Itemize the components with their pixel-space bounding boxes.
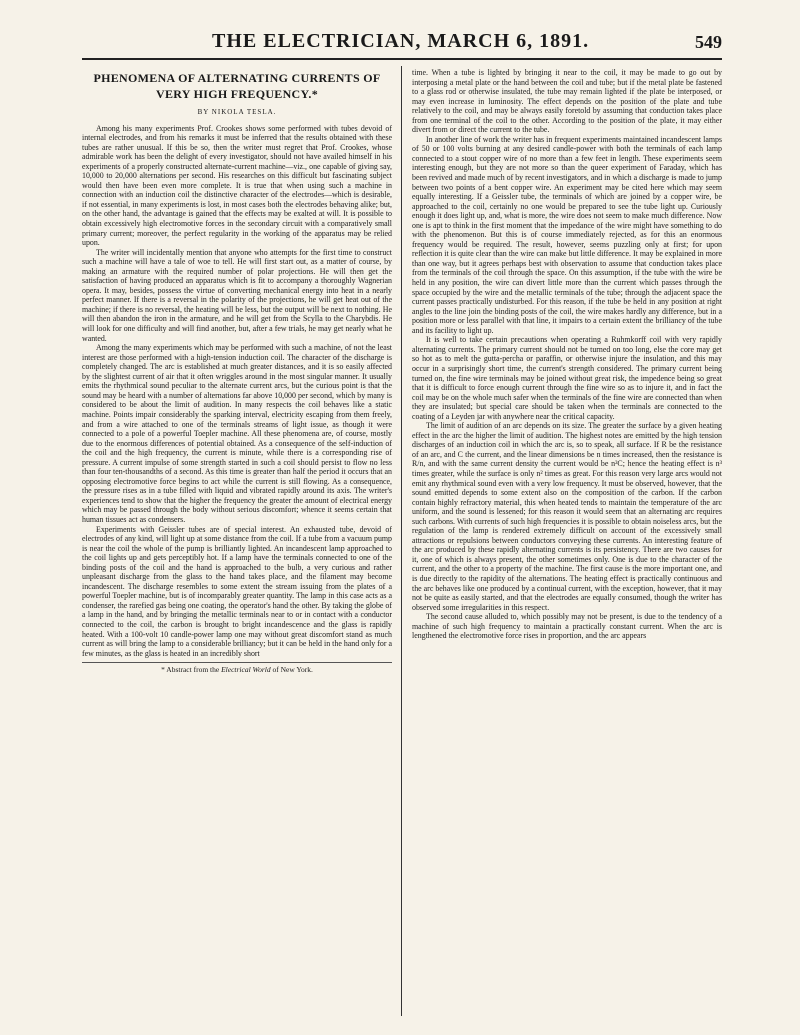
paragraph: The writer will incidentally mention that anyone who attempts for the first time to construct such a machine will have a tale of woe to tell. He will first start out, as a matter of course, by making an armature with the required number of polar projections. He will then get the satisfaction of having produced an apparatus which is fit to accompany a thoroughly Wagnerian opera. It may, besides, possess the virtue of converting mechanical energy into heat in a nearly perfect manner. If there is a reversal in the polarity of the projections, he will get heat out of the machine; if there is no reversal, the heating will be less, but the output will be next to nothing. He will then abandon the iron in the armature, and he will get from the Scylla to the Charybdis. He will look for one difficulty and will find another, but, after a few trials, he may get nearly what he wanted. — [82, 247, 392, 343]
column-divider — [401, 66, 402, 1016]
footnote — [82, 662, 392, 675]
paragraph: Experiments with Geissler tubes are of special interest. An exhausted tube, devoid of electrodes of any kind, will light up at some distance from the coil. If a tube from a vacuum pump is near the coil the whole of the pump is brilliantly lighted. An incandescent lamp approached to the coil lights up and gets perceptibly hot. If a lamp have the terminals connected to one of the binding posts of the coil and the hand is approached to the bulb, a very curious and rather unpleasant discharge from the glass to the hand takes place, and the filament may become incandescent. The discharge resembles to some extent the stream issuing from the plates of a powerful Toepler machine, but is of incomparably greater quantity. The lamp in this case acts as a condenser, the rarefied gas being one coating, the operator's hand the other. By taking the globe of a lamp in the hand, and by bringing the metallic terminals near to or in contact with a conductor connected to the coil, the carbon is brought to bright incandescence and the glass is rapidly heated. With a 100-volt 10 candle-power lamp one may without great discomfort stand as much current as will bring the lamp to a considerable brilliancy; but it can be held in the hand only for a few minutes, as the glass is heated in an incredibly short — [82, 524, 392, 658]
article-headline: PHENOMENA OF ALTERNATING CURRENTS OF VERY HIGH FREQUENCY.* — [93, 71, 381, 101]
paragraph: time. When a tube is lighted by bringing it near to the coil, it may be made to go out by interposing a metal plate or the hand between the coil and tube; but if the metal plate be fastened to a glass rod or otherwise insulated, the tube may remain lighted if the plate be interposed, or may even increase in luminosity. The effect depends on the position of the plate and tube relatively to the coil, and may be always easily foretold by assuming that conduction takes place from one terminal of the coil to the other. According to the position of the plate, it may either divert from or direct the current to the tube. — [412, 68, 722, 135]
article-byline: BY NIKOLA TESLA. — [197, 108, 277, 116]
paragraph: It is well to take certain precautions when operating a Ruhmkorff coil with very rapidly alternating currents. The primary current should not be turned on too long, else the core may get so hot as to melt the gutta-percha or paraffin, or otherwise injure the insulation, and this may occur in a surprisingly short time, the current's strength considered. The primary current being turned on, the fine wire terminals may be joined without great risk, the impedence being so great that it is difficult to force enough current through the fine wire so as to injure it, and in fact the coil may be on the whole much safer when the terminals of the fine wire are connected than when they are insulated; but special care should be taken when the terminals are connected to the coating of a Leyden jar with anywhere near the critical capacity. — [412, 335, 722, 421]
paragraph: Among the many experiments which may be performed with such a machine, of not the least interest are those performed with a high-tension induction coil. The character of the discharge is completely changed. The arc is established at much greater distances, and it is so easily affected by the slightest current of air that it often wriggles around in the most singular manner. It usually emits the rhythmical sound peculiar to the alternate current arcs, but the curious point is that the sound may be heard with a number of alternations far above 10,000 per second, which by many is considered to be about the limit of audition. In many respects the coil behaves like a static machine. Points impair considerably the sparking interval, electricity escaping from them freely, and from a wire attached to one of the terminals streams of light issue, as though it were connected to a pole of a powerful Toepler machine. All these phenomena are, of course, mostly due to the enormous differences of potential obtained. As a consequence of the self-induction of the coil and the high frequency, the current is minute, while there is a corresponding rise of pressure. A current impulse of some strength started in such a coil should persist to flow no less than four ten-thousandths of a second. As this time is greater than half the period it occurs that an opposing electromotive force begins to act while the current is still flowing. As a consequence, the pressure rises as in a tube filled with liquid and vibrated rapidly around its axis. The writer's experiences tend to show that the higher the frequency the greater the amount of electrical energy which may be passed through the body without serious discomfort; whence it seems certain that human tissues act as condensers. — [82, 343, 392, 524]
footnote-source: Electrical World — [221, 665, 271, 675]
newspaper-page — [82, 28, 722, 1018]
publication-title: THE ELECTRICIAN, MARCH 6, 1891. — [212, 30, 590, 52]
right-column — [412, 68, 722, 641]
paragraph: Among his many experiments Prof. Crookes shows some performed with tubes devoid of internal electrodes, and from his remarks it must be inferred that the results obtained with these tubes are rather unusual. If this be so, then the writer must regret that Prof. Crookes, whose admirable work has been the delight of every investigator, should not have availed himself in his experiments of a properly constructed alternate-current machine—viz., one capable of giving say, 10,000 to 20,000 alternations per second. His researches on this difficult but fascinating subject would then have been even more complete. It is true that when using such a machine in connection with an induction coil the distinctive character of the electrodes—which is desirable, if not essential, in many experiments is lost, in most cases both the electrodes behaving alike; but, on the other hand, the advantage is gained that the effects may be exalted at will. It is possible to obtain excessively high electromotive forces in the secondary circuit with a comparatively small primary current; moreover, the perfect regularity in the working of the apparatus may be relied upon. — [82, 123, 392, 248]
paragraph: The second cause alluded to, which possibly may not be present, is due to the tendency of a machine of such high frequency to maintain a practically constant current. When the arc is lengthened the electromotive force rises in proportion, and the arc appears — [412, 612, 722, 641]
paragraph: The limit of audition of an arc depends on its size. The greater the surface by a given heating effect in the arc the higher the limit of audition. The highest notes are emitted by the high tension discharges of an induction coil in which the arc is, so to speak, all surface. If R be the resistance of an arc, and C the current, and the linear dimensions be n times increased, then the resistance is R/n, and with the same current density the current would be n²C; hence the heating effect is n³ times greater, while the surface is only n² times as great. For this reason very large arcs would not emit any rhythmical sound even with a very low frequency. It must be observed, however, that the sound emitted depends to some extent also on the composition of the carbon. If the carbon contain highly refractory material, this when heated tends to maintain the temperature of the arc uniform, and the sound is lessened; for this reason it would seem that an alternating arc requires such carbons. With currents of such high frequencies it is possible to obtain noiseless arcs, but the regulation of the lamp is rendered extremely difficult on account of the excessively small attractions or repulsions between conductors conveying these currents. An interesting feature of the arc produced by these rapidly alternating currents is its persistency. There are two causes for it, one of which is always present, the other sometimes only. One is due to the character of the current, and the other to a property of the machine. The first cause is the more important one, and is due directly to the rapidity of the alternations. The heating effect is practically continuous and the arc behaves like one produced by a continual current, with the exception, however, that it may not be quite as easily started, and that the electrodes are equally consumed, though the writer has observed some irregularities in this respect. — [412, 421, 722, 612]
paragraph: In another line of work the writer has in frequent experiments maintained incandescent lamps of 50 or 100 volts burning at any desired candle-power with both the terminals of each lamp connected to a stout copper wire of no more than a few feet in length. These experiments seem interesting enough, but they are not more so than the queer experiment of Faraday, which has been revived and made much of by recent investigators, and in which a discharge is made to jump between two points of a bent copper wire. An experiment may be cited here which may seem equally interesting. If a Geissler tube, the terminals of which are joined by a copper wire, be approached to the coil, certainly no one would be prepared to see the tube light up. Curiously enough it does light up, and, what is more, the wire does not seem to make much difference. Now one is apt to think in the first moment that the impedance of the wire might have something to do with the phenomenon. But this is of course immediately rejected, as for this an enormous frequency would be required. The result, however, seems puzzling only at first; for upon reflection it is quite clear than the wire can make but little difference. It may be explained in more than one way, but it agrees perhaps best with observation to assume that conduction takes place from the terminals of the coil through the space. On this assumption, if the tube with the wire be held in any position, the wire can divert little more than the current which passes through the space occupied by the wire and the metallic terminals of the tube; through the adjacent space the current passes practically undisturbed. For this reason, if the tube be held in any position at right angles to the line join the binding posts of the coil, the wire makes hardly any difference, but in a position more or less parallel with that line, it impairs to a certain extent the brilliancy of the tube and its facility to light up. — [412, 134, 722, 335]
footnote-suffix: of New York. — [270, 665, 313, 675]
left-column — [82, 68, 392, 675]
footnote-prefix: * Abstract from the — [161, 665, 222, 675]
page-number: 549 — [695, 32, 722, 52]
masthead — [82, 28, 722, 60]
